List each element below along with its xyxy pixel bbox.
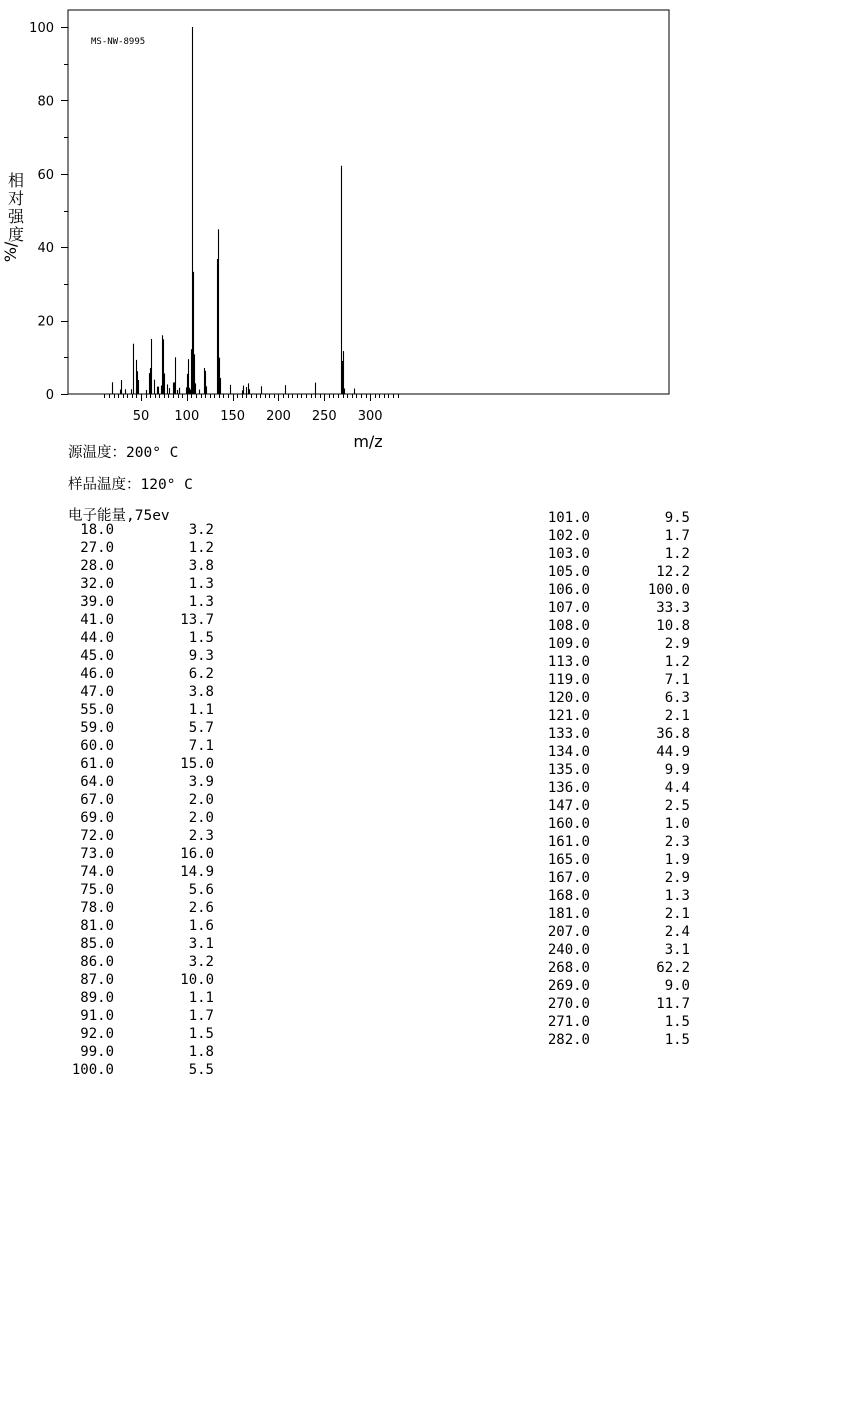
peak-mz: 134.0 xyxy=(547,744,590,760)
peak-intensity: 16.0 xyxy=(180,846,214,862)
peak-intensity: 1.1 xyxy=(188,702,214,718)
peak-mz: 99.0 xyxy=(80,1044,114,1060)
peak-row xyxy=(54,521,224,539)
spectrum-peaks xyxy=(113,27,355,394)
peak-row xyxy=(54,881,224,899)
peak-intensity: 5.7 xyxy=(188,720,214,736)
peak-mz: 28.0 xyxy=(80,558,114,574)
peak-mz: 119.0 xyxy=(547,672,590,688)
peak-mz: 74.0 xyxy=(80,864,114,880)
x-tick-label: 300 xyxy=(357,409,383,424)
peak-mz: 59.0 xyxy=(80,720,114,736)
peak-mz: 72.0 xyxy=(80,828,114,844)
peak-intensity: 62.2 xyxy=(656,960,690,976)
peak-intensity: 2.9 xyxy=(664,636,690,652)
peak-intensity: 2.9 xyxy=(664,870,690,886)
peak-row xyxy=(530,527,700,545)
peak-row xyxy=(54,719,224,737)
peak-intensity: 2.0 xyxy=(188,810,214,826)
peak-row xyxy=(54,629,224,647)
y-tick-label: 80 xyxy=(37,94,54,110)
peak-intensity: 3.9 xyxy=(188,774,214,790)
peak-row xyxy=(530,707,700,725)
peak-mz: 282.0 xyxy=(547,1032,590,1048)
peak-intensity: 12.2 xyxy=(656,564,690,580)
peak-mz: 91.0 xyxy=(80,1008,114,1024)
peak-mz: 133.0 xyxy=(547,726,590,742)
peak-row xyxy=(54,539,224,557)
peak-row xyxy=(54,935,224,953)
peak-intensity: 7.1 xyxy=(188,738,214,754)
peak-row xyxy=(54,971,224,989)
peak-intensity: 2.0 xyxy=(188,792,214,808)
peak-mz: 103.0 xyxy=(547,546,590,562)
peak-mz: 81.0 xyxy=(80,918,114,934)
peak-mz: 102.0 xyxy=(547,528,590,544)
peak-mz: 41.0 xyxy=(80,612,114,628)
peak-row xyxy=(530,797,700,815)
peak-row xyxy=(54,1025,224,1043)
peak-intensity: 9.5 xyxy=(664,510,690,526)
peak-intensity: 1.6 xyxy=(188,918,214,934)
peak-mz: 44.0 xyxy=(80,630,114,646)
peak-intensity: 11.7 xyxy=(656,996,690,1012)
spectrum-code: MS-NW-8995 xyxy=(91,37,146,47)
peak-intensity: 6.2 xyxy=(188,666,214,682)
peak-row xyxy=(530,689,700,707)
peak-row xyxy=(54,683,224,701)
peak-row xyxy=(530,833,700,851)
peak-row xyxy=(54,1007,224,1025)
electron-energy: 电子能量,75ev xyxy=(68,508,170,524)
peak-row xyxy=(530,743,700,761)
peak-intensity: 1.3 xyxy=(188,594,214,610)
peak-mz: 113.0 xyxy=(547,654,590,670)
peak-row xyxy=(54,611,224,629)
peak-row xyxy=(530,887,700,905)
peak-intensity: 9.3 xyxy=(188,648,214,664)
peak-intensity: 1.2 xyxy=(664,654,690,670)
peak-row xyxy=(530,761,700,779)
peak-intensity: 2.3 xyxy=(188,828,214,844)
peak-mz: 181.0 xyxy=(547,906,590,922)
plot-frame xyxy=(68,10,669,394)
peak-mz: 60.0 xyxy=(80,738,114,754)
peak-row xyxy=(54,647,224,665)
peak-mz: 271.0 xyxy=(547,1014,590,1030)
peak-row xyxy=(530,725,700,743)
peak-intensity: 1.0 xyxy=(664,816,690,832)
y-tick-label: 0 xyxy=(45,388,54,403)
source-temperature: 源温度：200° C xyxy=(68,445,179,461)
peak-mz: 18.0 xyxy=(80,522,114,538)
peak-row xyxy=(530,1013,700,1031)
peak-row xyxy=(54,575,224,593)
peak-mz: 270.0 xyxy=(547,996,590,1012)
sample-temperature: 样品温度：120° C xyxy=(68,477,193,493)
peak-mz: 105.0 xyxy=(547,564,590,580)
peak-mz: 85.0 xyxy=(80,936,114,952)
peak-mz: 147.0 xyxy=(547,798,590,814)
peak-mz: 78.0 xyxy=(80,900,114,916)
peak-row xyxy=(54,989,224,1007)
y-tick-label: 60 xyxy=(37,167,54,183)
peak-row xyxy=(54,827,224,845)
peak-mz: 106.0 xyxy=(547,582,590,598)
peak-mz: 121.0 xyxy=(547,708,590,724)
y-tick-label: 40 xyxy=(37,241,54,257)
peak-intensity: 13.7 xyxy=(180,612,214,628)
peak-mz: 46.0 xyxy=(80,666,114,682)
peak-intensity: 100.0 xyxy=(647,582,690,598)
peak-intensity: 1.3 xyxy=(188,576,214,592)
x-axis-title: m/z xyxy=(353,432,383,451)
peak-mz: 55.0 xyxy=(80,702,114,718)
peak-intensity: 1.5 xyxy=(664,1032,690,1048)
svg-text:对: 对 xyxy=(7,189,25,208)
peak-intensity: 7.1 xyxy=(664,672,690,688)
peak-intensity: 1.5 xyxy=(188,630,214,646)
peak-row xyxy=(530,905,700,923)
peak-row xyxy=(530,959,700,977)
x-axis-ticks xyxy=(133,409,383,424)
peak-table-left xyxy=(54,521,224,1079)
peak-intensity: 1.5 xyxy=(188,1026,214,1042)
peak-mz: 107.0 xyxy=(547,600,590,616)
peak-intensity: 1.3 xyxy=(664,888,690,904)
peak-intensity: 3.2 xyxy=(188,522,214,538)
peak-mz: 64.0 xyxy=(80,774,114,790)
peak-intensity: 2.5 xyxy=(664,798,690,814)
peak-row xyxy=(54,737,224,755)
peak-row xyxy=(530,779,700,797)
x-tick-label: 250 xyxy=(311,409,337,424)
peak-intensity: 3.2 xyxy=(188,954,214,970)
peak-mz: 27.0 xyxy=(80,540,114,556)
peak-mz: 100.0 xyxy=(71,1062,114,1078)
peak-intensity: 4.4 xyxy=(664,780,690,796)
peak-row xyxy=(530,599,700,617)
peak-row xyxy=(530,977,700,995)
peak-intensity: 15.0 xyxy=(180,756,214,772)
peak-row xyxy=(54,701,224,719)
peak-intensity: 2.1 xyxy=(664,708,690,724)
peak-intensity: 1.2 xyxy=(188,540,214,556)
peak-mz: 207.0 xyxy=(547,924,590,940)
peak-intensity: 44.9 xyxy=(656,744,690,760)
peak-intensity: 3.1 xyxy=(664,942,690,958)
peak-intensity: 2.3 xyxy=(664,834,690,850)
peak-mz: 120.0 xyxy=(547,690,590,706)
peak-mz: 61.0 xyxy=(80,756,114,772)
x-minor-ticks xyxy=(105,394,399,401)
peak-intensity: 6.3 xyxy=(664,690,690,706)
peak-mz: 45.0 xyxy=(80,648,114,664)
peak-mz: 75.0 xyxy=(80,882,114,898)
peak-mz: 136.0 xyxy=(547,780,590,796)
peak-row xyxy=(530,563,700,581)
peak-intensity: 1.7 xyxy=(664,528,690,544)
peak-intensity: 1.5 xyxy=(664,1014,690,1030)
peak-mz: 268.0 xyxy=(547,960,590,976)
peak-intensity: 9.0 xyxy=(664,978,690,994)
y-tick-label: 100 xyxy=(29,21,54,36)
peak-intensity: 3.8 xyxy=(188,558,214,574)
peak-mz: 92.0 xyxy=(80,1026,114,1042)
peak-mz: 108.0 xyxy=(547,618,590,634)
peak-intensity: 9.9 xyxy=(664,762,690,778)
peak-mz: 165.0 xyxy=(547,852,590,868)
peak-mz: 269.0 xyxy=(547,978,590,994)
y-axis-title xyxy=(1,171,25,262)
peak-mz: 240.0 xyxy=(547,942,590,958)
peak-row xyxy=(530,581,700,599)
peak-intensity: 5.5 xyxy=(188,1062,214,1078)
peak-intensity: 5.6 xyxy=(188,882,214,898)
peak-row xyxy=(530,923,700,941)
x-tick-label: 100 xyxy=(174,409,200,424)
svg-text:%/: %/ xyxy=(1,241,20,263)
peak-mz: 109.0 xyxy=(547,636,590,652)
y-axis-ticks xyxy=(29,21,68,403)
peak-row xyxy=(530,671,700,689)
peak-mz: 47.0 xyxy=(80,684,114,700)
peak-mz: 39.0 xyxy=(80,594,114,610)
peak-intensity: 2.6 xyxy=(188,900,214,916)
peak-intensity: 1.8 xyxy=(188,1044,214,1060)
peak-row xyxy=(530,1031,700,1049)
peak-row xyxy=(54,899,224,917)
peak-mz: 67.0 xyxy=(80,792,114,808)
peak-intensity: 14.9 xyxy=(180,864,214,880)
peak-intensity: 3.1 xyxy=(188,936,214,952)
peak-mz: 168.0 xyxy=(547,888,590,904)
peak-mz: 135.0 xyxy=(547,762,590,778)
peak-table-right xyxy=(530,509,700,1049)
peak-intensity: 2.4 xyxy=(664,924,690,940)
peak-row xyxy=(54,1061,224,1079)
peak-row xyxy=(54,863,224,881)
peak-row xyxy=(54,917,224,935)
peak-row xyxy=(530,815,700,833)
peak-row xyxy=(54,773,224,791)
y-tick-label: 20 xyxy=(37,314,54,330)
peak-mz: 101.0 xyxy=(547,510,590,526)
peak-row xyxy=(54,557,224,575)
peak-row xyxy=(530,995,700,1013)
peak-mz: 161.0 xyxy=(547,834,590,850)
peak-row xyxy=(54,755,224,773)
peak-mz: 73.0 xyxy=(80,846,114,862)
peak-row xyxy=(530,617,700,635)
peak-intensity: 1.2 xyxy=(664,546,690,562)
peak-row xyxy=(54,953,224,971)
peak-intensity: 1.9 xyxy=(664,852,690,868)
peak-row xyxy=(54,1043,224,1061)
peak-row xyxy=(54,593,224,611)
svg-text:度: 度 xyxy=(7,225,25,244)
peak-mz: 86.0 xyxy=(80,954,114,970)
peak-intensity: 2.1 xyxy=(664,906,690,922)
peak-intensity: 1.1 xyxy=(188,990,214,1006)
x-tick-label: 150 xyxy=(220,409,246,424)
peak-row xyxy=(530,635,700,653)
peak-mz: 160.0 xyxy=(547,816,590,832)
peak-row xyxy=(54,809,224,827)
peak-intensity: 36.8 xyxy=(656,726,690,742)
peak-row xyxy=(530,545,700,563)
peak-mz: 87.0 xyxy=(80,972,114,988)
peak-intensity: 10.8 xyxy=(656,618,690,634)
svg-text:强: 强 xyxy=(7,207,25,226)
peak-row xyxy=(530,941,700,959)
peak-row xyxy=(530,653,700,671)
peak-mz: 69.0 xyxy=(80,810,114,826)
peak-intensity: 3.8 xyxy=(188,684,214,700)
peak-mz: 32.0 xyxy=(80,576,114,592)
mass-spectrum-chart xyxy=(0,0,850,460)
peak-row xyxy=(54,791,224,809)
peak-mz: 167.0 xyxy=(547,870,590,886)
x-tick-label: 50 xyxy=(132,409,150,424)
svg-text:相: 相 xyxy=(7,171,25,190)
peak-intensity: 33.3 xyxy=(656,600,690,616)
peak-intensity: 1.7 xyxy=(188,1008,214,1024)
x-tick-label: 200 xyxy=(266,409,291,424)
peak-row xyxy=(530,851,700,869)
peak-row xyxy=(530,869,700,887)
peak-row xyxy=(54,845,224,863)
peak-intensity: 10.0 xyxy=(180,972,214,988)
peak-row xyxy=(54,665,224,683)
peak-mz: 89.0 xyxy=(80,990,114,1006)
peak-row xyxy=(530,509,700,527)
